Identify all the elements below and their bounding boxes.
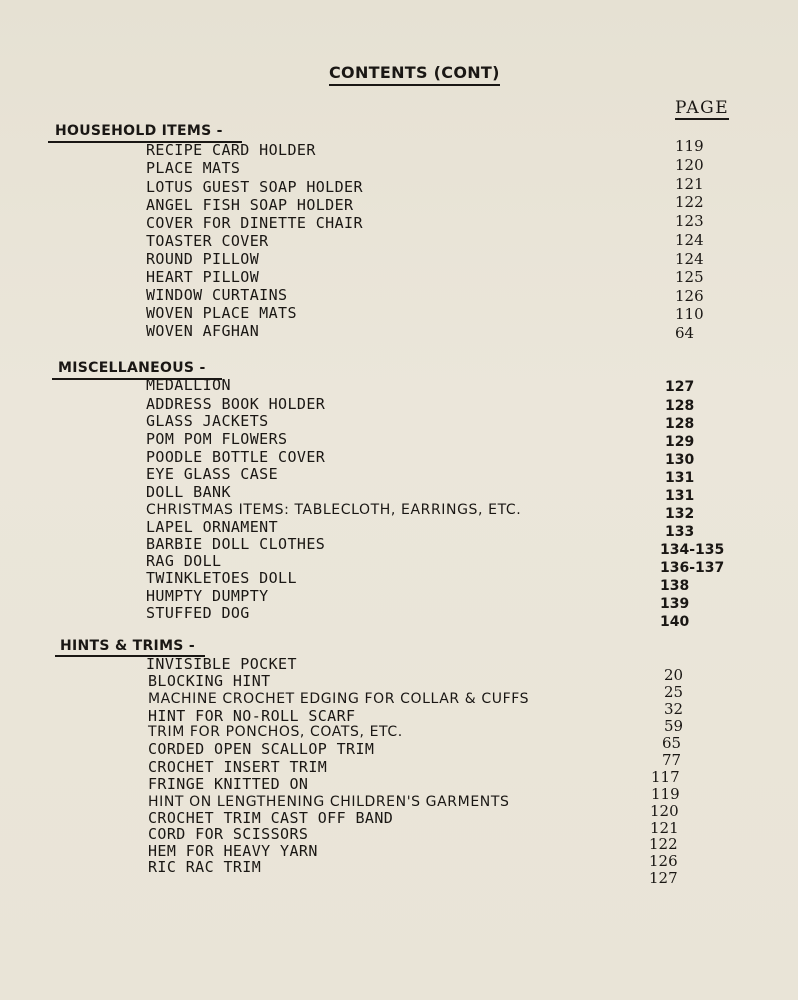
toc-entry-label: CORD FOR SCISSORS <box>148 825 309 843</box>
toc-entry-page: 134-135 <box>660 542 725 558</box>
toc-entry-label: STUFFED DOG <box>146 604 250 622</box>
toc-entry-page: 125 <box>675 268 704 286</box>
toc-entry-page: 130 <box>665 452 695 468</box>
toc-entry-label: HINT FOR NO-ROLL SCARF <box>148 707 356 725</box>
toc-entry-page: 122 <box>675 193 704 211</box>
toc-entry-label: WINDOW CURTAINS <box>146 286 288 304</box>
toc-entry-page: 129 <box>665 434 695 450</box>
toc-entry-page: 132 <box>665 506 695 522</box>
toc-entry-page: 127 <box>665 379 695 395</box>
toc-entry-page: 140 <box>660 614 690 630</box>
toc-entry-page: 124 <box>675 231 704 249</box>
toc-entry-page: 124 <box>675 250 704 268</box>
toc-entry-page: 110 <box>675 305 704 323</box>
toc-entry-page: 127 <box>649 869 678 887</box>
section-heading-hints-and-trims: HINTS & TRIMS - <box>60 638 195 654</box>
toc-entry-label: GLASS JACKETS <box>146 412 269 430</box>
toc-entry-label: CROCHET TRIM CAST OFF BAND <box>148 809 394 827</box>
toc-entry-page: 136-137 <box>660 560 725 576</box>
toc-entry-page: 121 <box>675 175 704 193</box>
toc-entry-label: ROUND PILLOW <box>146 250 260 268</box>
toc-entry-label: HEM FOR HEAVY YARN <box>148 842 318 860</box>
page-column-header: PAGE <box>675 98 730 118</box>
toc-entry-page: 117 <box>651 768 680 786</box>
toc-entry-label: ADDRESS BOOK HOLDER <box>146 395 326 413</box>
toc-entry-page: 131 <box>665 470 695 486</box>
toc-entry-label: LAPEL ORNAMENT <box>146 518 279 536</box>
toc-entry-page: 32 <box>664 700 684 718</box>
toc-entry-label: RIC RAC TRIM <box>148 858 262 876</box>
toc-entry-page: 119 <box>651 785 680 803</box>
toc-entry-label: TWINKLETOES DOLL <box>146 569 297 587</box>
toc-entry-label: FRINGE KNITTED ON <box>148 775 309 793</box>
toc-entry-label: RAG DOLL <box>146 552 222 570</box>
section-heading-household-items: HOUSEHOLD ITEMS - <box>55 123 223 139</box>
toc-entry-page: 59 <box>664 717 684 735</box>
toc-entry-page: 126 <box>649 852 678 870</box>
toc-entry-label: POODLE BOTTLE COVER <box>146 448 326 466</box>
toc-entry-page: 123 <box>675 212 704 230</box>
toc-entry-label: HUMPTY DUMPTY <box>146 587 269 605</box>
toc-entry-label: MEDALLION <box>146 376 231 394</box>
toc-entry-label: BARBIE DOLL CLOTHES <box>146 535 326 553</box>
toc-entry-page: 120 <box>650 802 679 820</box>
page-title: CONTENTS (CONT) <box>329 64 500 86</box>
toc-entry-label: LOTUS GUEST SOAP HOLDER <box>146 178 363 196</box>
toc-entry-label: RECIPE CARD HOLDER <box>146 141 316 159</box>
toc-entry-page: 138 <box>660 578 690 594</box>
toc-entry-page: 128 <box>665 398 695 414</box>
toc-entry-page: 120 <box>675 156 704 174</box>
toc-entry-label: INVISIBLE POCKET <box>146 655 297 673</box>
toc-entry-page: 126 <box>675 287 704 305</box>
toc-entry-label: PLACE MATS <box>146 159 241 177</box>
toc-entry-label: BLOCKING HINT <box>148 672 271 690</box>
toc-entry-label: CORDED OPEN SCALLOP TRIM <box>148 740 375 758</box>
toc-entry-label: MACHINE CROCHET EDGING FOR COLLAR & CUFFS <box>148 691 530 707</box>
toc-entry-label: HINT ON LENGTHENING CHILDREN'S GARMENTS <box>148 794 510 810</box>
toc-entry-label: CROCHET INSERT TRIM <box>148 758 328 776</box>
toc-entry-page: 122 <box>649 835 678 853</box>
section-heading-miscellaneous: MISCELLANEOUS - <box>58 360 206 376</box>
toc-entry-label: CHRISTMAS ITEMS: TABLECLOTH, EARRINGS, ETC. <box>146 502 522 518</box>
toc-entry-page: 119 <box>675 137 704 155</box>
toc-entry-page: 25 <box>664 683 684 701</box>
toc-entry-page: 20 <box>664 666 684 684</box>
toc-entry-label: WOVEN PLACE MATS <box>146 304 297 322</box>
toc-entry-page: 139 <box>660 596 690 612</box>
toc-entry-label: POM POM FLOWERS <box>146 430 288 448</box>
toc-entry-page: 128 <box>665 416 695 432</box>
toc-entry-label: HEART PILLOW <box>146 268 260 286</box>
toc-entry-label: TOASTER COVER <box>146 232 269 250</box>
toc-entry-page: 131 <box>665 488 695 504</box>
toc-entry-label: DOLL BANK <box>146 483 231 501</box>
toc-entry-label: TRIM FOR PONCHOS, COATS, ETC. <box>148 724 403 740</box>
toc-entry-label: ANGEL FISH SOAP HOLDER <box>146 196 354 214</box>
toc-entry-page: 65 <box>662 734 682 752</box>
toc-entry-page: 77 <box>662 751 682 769</box>
toc-entry-page: 121 <box>650 819 679 837</box>
toc-entry-label: COVER FOR DINETTE CHAIR <box>146 214 363 232</box>
toc-entry-page: 64 <box>675 324 695 342</box>
toc-entry-label: EYE GLASS CASE <box>146 465 279 483</box>
toc-entry-page: 133 <box>665 524 695 540</box>
toc-entry-label: WOVEN AFGHAN <box>146 322 260 340</box>
